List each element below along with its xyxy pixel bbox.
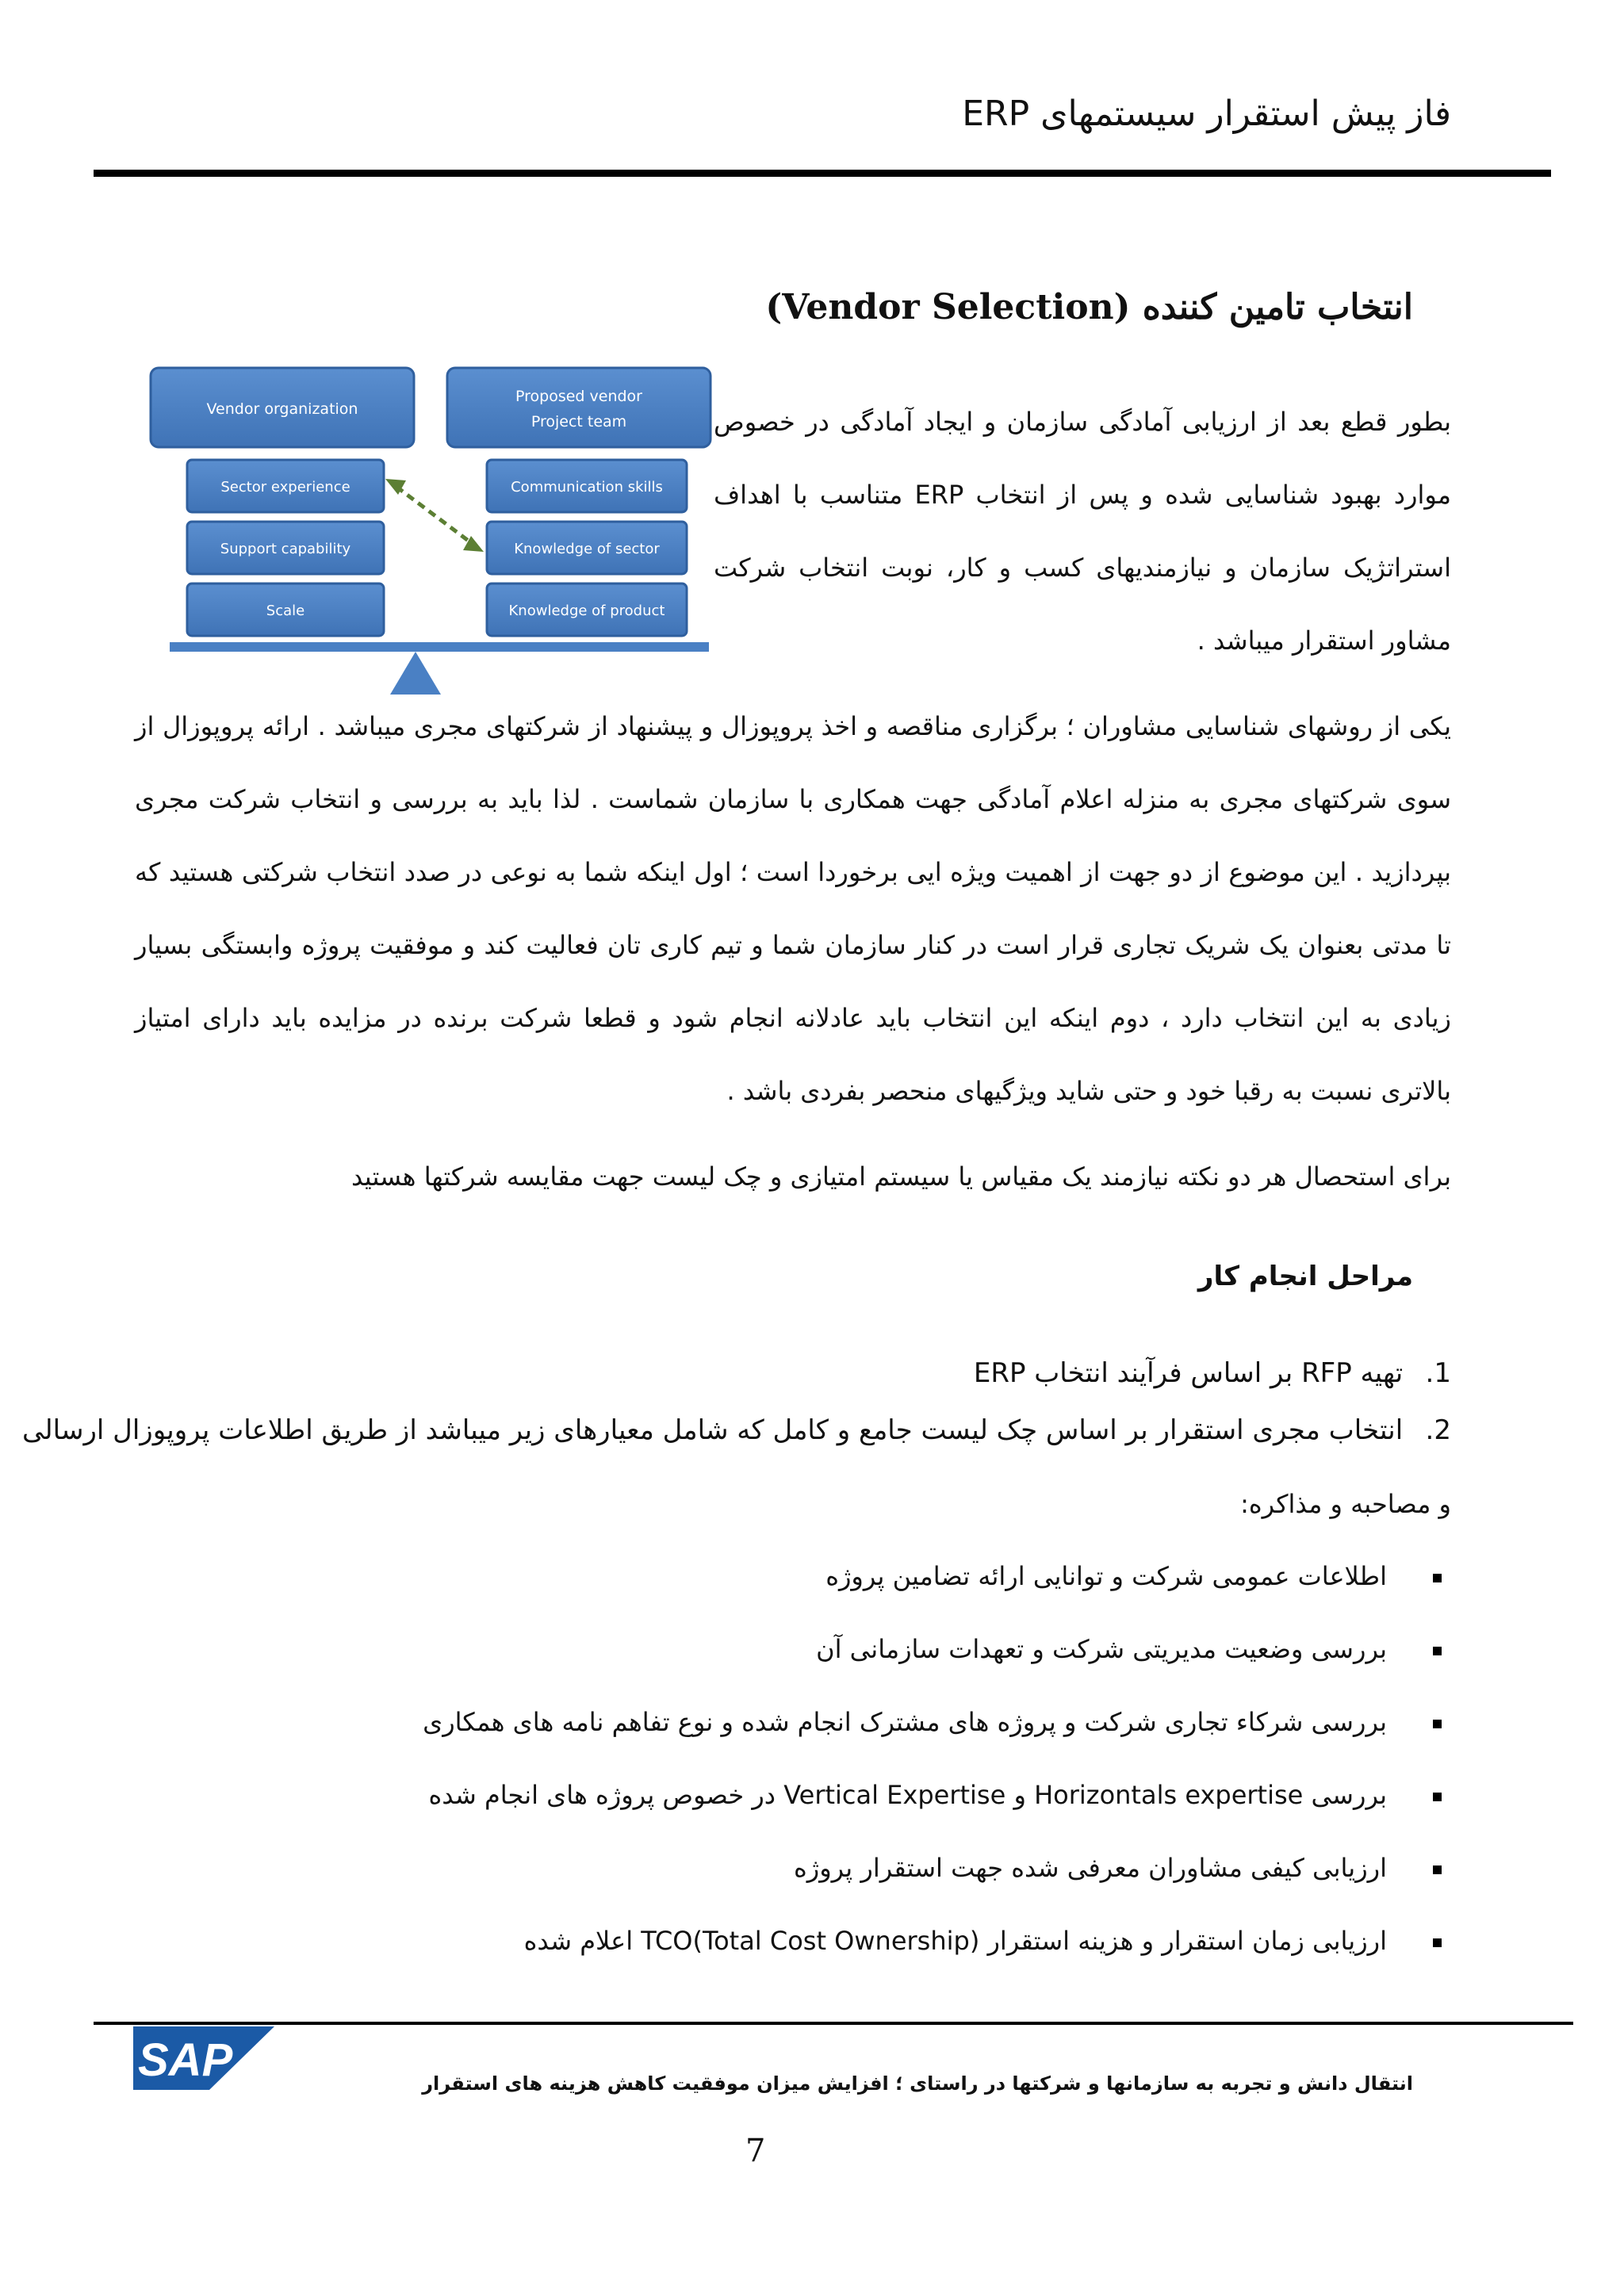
step-2-continuation: و مصاحبه و مذاکره: [1240,1489,1451,1519]
list-item: اطلاعات عمومی شرکت و توانایی ارائه تضامین پروژه [182,1552,1451,1625]
bullet-square-icon [1433,1720,1442,1728]
sap-logo [133,2026,274,2090]
steps-heading: مراحل انجام کار [1197,1261,1413,1292]
left-item-label-3: Scale [266,603,305,619]
list-item: ارزیابی کیفی مشاوران معرفی شده جهت استقرار پروژه [182,1844,1451,1917]
step-text: تهیه RFP بر اساس فرآیند انتخاب ERP [973,1357,1404,1389]
page-number: 7 [745,2133,766,2169]
right-item-label-3: Knowledge of product [508,603,665,619]
vendor-organization-label: Vendor organization [206,400,358,418]
step-item-2 [21,1414,1451,1446]
step-text: انتخاب مجری استقرار بر اساس چک لیست جامع و کامل که شامل معیارهای زیر میباشد از طریق اطلاعات پروپوزال ارسالی [21,1414,1404,1446]
header-rule [94,170,1551,177]
proposed-vendor-label-line1: Proposed vendor [515,388,642,405]
balance-beam [170,642,709,652]
proposed-vendor-box [447,368,710,447]
list-item: ارزیابی زمان استقرار و هزینه استقرار TCO(Total Cost Ownership) اعلام شده [182,1917,1451,1990]
intro-paragraph: بطور قطع بعد از ارزیابی آمادگی سازمان و ایجاد آمادگی در خصوص موارد بهبود شناسایی شده و پس از انتخاب ERP متناسب با اهداف استراتژیک سازمان و نیازمندیهای کسب و کار، نوبت انتخاب شرکت مشاور استقرار میباشد . [714,407,1452,656]
balance-fulcrum [390,652,441,695]
scoring-system-paragraph: برای استحصال هر دو نکته نیازمند یک مقیاس یا سیستم امتیازی و چک لیست جهت مقایسه شرکتها هستید [350,1161,1451,1192]
footer-rule [94,2022,1573,2025]
section-title: انتخاب تامین کننده (Vendor Selection) [765,287,1413,327]
list-item: بررسی وضعیت مدیریتی شرکت و تعهدات سازمانی آن [182,1625,1451,1698]
step-number: 1. [1425,1357,1451,1389]
vendor-balance-diagram [133,354,720,702]
list-item: بررسی شرکاء تجاری شرکت و پروژه های مشترک انجام شده و نوع تفاهم نامه های همکاری [182,1698,1451,1771]
bullet-square-icon [1433,1647,1442,1655]
footer-tagline: انتقال دانش و تجربه به سازمانها و شرکتها در راستای ؛ افزایش میزان موفقیت کاهش هزینه های استقرار [422,2072,1413,2095]
left-item-label-1: Sector experience [220,479,350,496]
bullet-square-icon [1433,1938,1442,1947]
step-number: 2. [1425,1414,1451,1446]
criteria-list [182,1552,1451,1990]
step-item-1 [974,1357,1451,1389]
bullet-square-icon [1433,1574,1442,1582]
right-item-label-1: Communication skills [511,479,663,496]
left-item-label-2: Support capability [220,541,351,557]
bullet-square-icon [1433,1793,1442,1801]
bullet-square-icon [1433,1866,1442,1874]
sap-logo-text: SAP [138,2034,233,2086]
list-item: بررسی Horizontals expertise و Vertical Expertise در خصوص پروژه های انجام شده [182,1771,1451,1844]
consultant-identification-paragraph: یکی از روشهای شناسایی مشاوران ؛ برگزاری مناقصه و اخذ پروپوزال و پیشنهاد از شرکتهای مجری میباشد . ارائه پروپوزال از سوی شرکتهای مجری به منزله اعلام آمادگی جهت همکاری با سازمان شماست . لذا باید به بررسی و انتخاب شرکت مجری بپردازید . این موضوع از دو جهت از اهمیت ویژه ایی برخوردا است ؛ اول اینکه شما به نوعی در صدد انتخاب شرکتی هستید که تا مدتی بعنوان یک شریک تجاری قرار است در کنار سازمان شما و تیم کاری تان فعالیت کند و موفقیت پروژه وابستگی بسیار زیادی به این انتخاب دارد ، دوم اینکه این انتخاب باید عادلانه انجام شود و قطعا شرکت برنده در مزایده باید دارای امتیاز بالاتری نسبت به رقبا خود و حتی شاید ویژگیهای منحصر بفردی باشد . [135,711,1451,1106]
right-item-label-2: Knowledge of sector [514,541,660,557]
page-header-title: فاز پیش استقرار سیستمهای ERP [962,94,1451,134]
comparison-arrow [385,479,484,552]
proposed-vendor-label-line2: Project team [530,413,627,430]
